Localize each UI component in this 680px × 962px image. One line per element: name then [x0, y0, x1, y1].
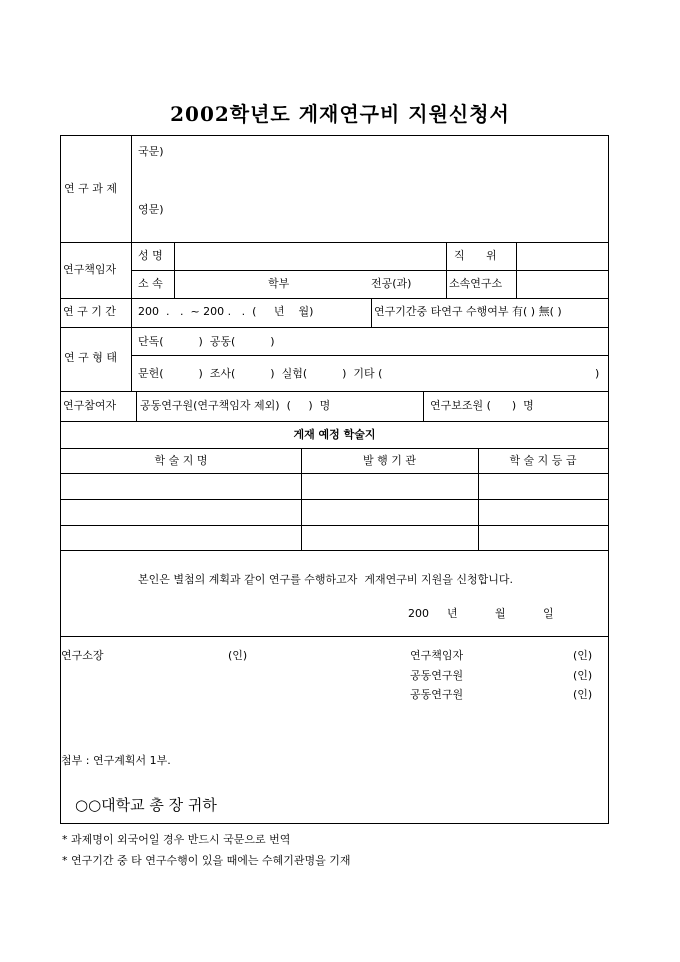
- type-row-2: 문헌( ) 조사( ) 실험( ) 기타 (: [138, 367, 383, 380]
- major-label: 전공(과): [371, 277, 412, 290]
- lead-seal: (인): [573, 649, 593, 662]
- co-researcher-1-seal: (인): [573, 669, 593, 682]
- co-researcher-1-label: 공동연구원: [410, 669, 464, 682]
- journal-publisher-header: 발 행 기 관: [363, 454, 416, 467]
- page-title: 2002학년도 게재연구비 지원신청서: [170, 102, 510, 126]
- researcher-label: 연구책임자: [63, 263, 117, 276]
- journal-grade-header: 학 술 지 등 급: [509, 454, 577, 467]
- affiliation-label: 소 속: [138, 277, 163, 290]
- position-label-2: 위: [486, 249, 497, 262]
- co-researcher-2-label: 공동연구원: [410, 688, 464, 701]
- assistants-count: 연구보조원 ( ) 명: [430, 399, 534, 412]
- director-label: 연구소장: [61, 649, 104, 662]
- date-month-unit: 월: [495, 607, 506, 620]
- journal-name-header: 학 술 지 명: [154, 454, 208, 467]
- journal-section-title: 게재 예정 학술지: [293, 428, 376, 441]
- note-2: * 연구기간 중 타 연구수행이 있을 때에는 수혜기관명을 기재: [62, 854, 351, 867]
- project-english-label: 영문): [138, 203, 164, 216]
- note-1: * 과제명이 외국어일 경우 반드시 국문으로 번역: [62, 833, 291, 846]
- addressee: ○○대학교 총 장 귀하: [75, 796, 217, 814]
- date-year-unit: 년: [447, 607, 458, 620]
- project-label: 연 구 과 제: [64, 182, 117, 195]
- type-row-2-end: ): [595, 367, 600, 380]
- participants-label: 연구참여자: [63, 399, 117, 412]
- period-label: 연 구 기 간: [63, 305, 116, 318]
- application-form: [60, 135, 609, 824]
- director-seal: (인): [228, 649, 248, 662]
- attachment-note: 첨부 : 연구계획서 1부.: [61, 754, 171, 767]
- faculty-label: 학부: [268, 277, 290, 290]
- project-korean-label: 국문): [138, 145, 164, 158]
- co-researchers-count: 공동연구원(연구책임자 제외) ( ) 명: [140, 399, 331, 412]
- period-value: 200 . . ~ 200 . . ( 년 월): [138, 305, 314, 318]
- type-row-1: 단독( ) 공동( ): [138, 335, 275, 348]
- date-year: 200: [408, 607, 429, 620]
- date-day-unit: 일: [543, 607, 554, 620]
- lead-label: 연구책임자: [410, 649, 464, 662]
- type-label: 연 구 형 태: [64, 351, 117, 364]
- co-researcher-2-seal: (인): [573, 688, 593, 701]
- declaration-text: 본인은 별첨의 계획과 같이 연구를 수행하고자 게재연구비 지원을 신청합니다.: [138, 573, 513, 586]
- institute-label: 소속연구소: [449, 277, 503, 290]
- position-label: 직: [454, 249, 465, 262]
- other-research-label: 연구기간중 타연구 수행여부 有( ) 無( ): [374, 305, 562, 318]
- name-label: 성 명: [138, 249, 163, 262]
